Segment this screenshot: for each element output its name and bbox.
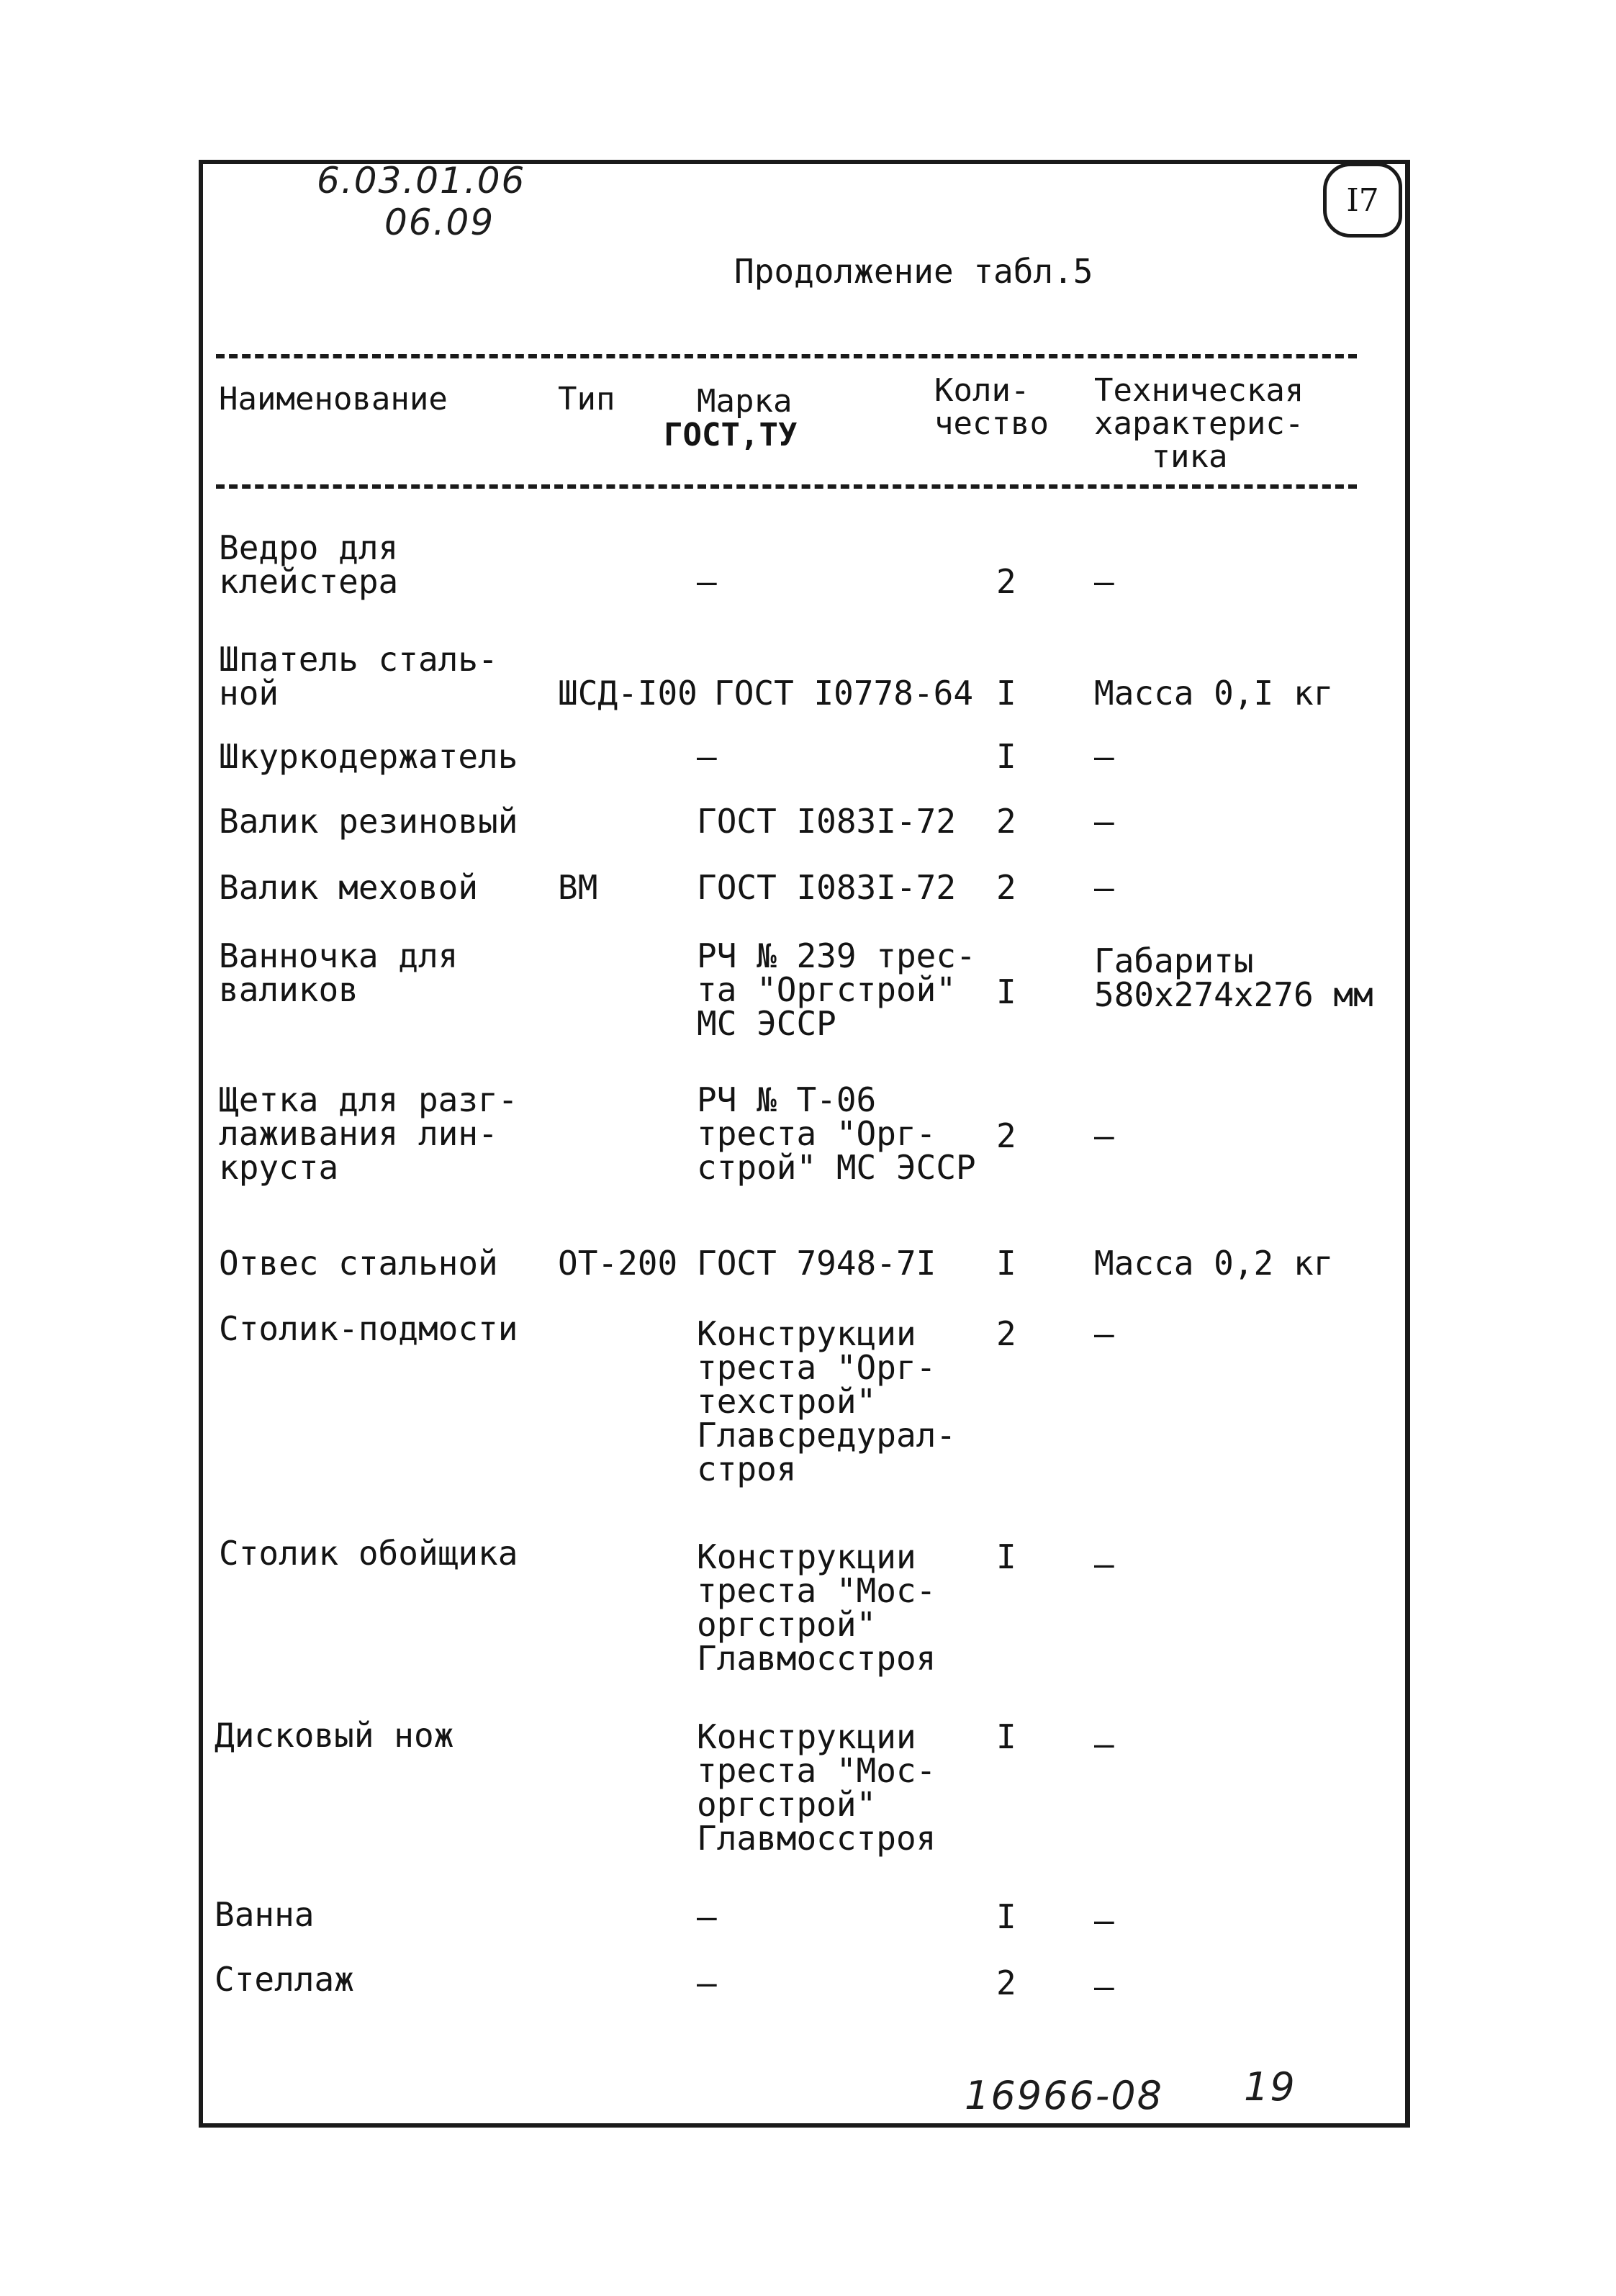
row-tech: – — [1094, 562, 1114, 601]
row-qty: I — [996, 972, 1016, 1011]
row-mark: – — [697, 1963, 717, 2002]
row-qty: 2 — [996, 802, 1016, 841]
header-type: Тип — [558, 381, 615, 417]
row-mark: РЧ № Т-06 треста "Орг- строй" МС ЭССР — [697, 1080, 976, 1187]
row-name: Валик резиновый — [219, 802, 518, 841]
row-qty: 2 — [996, 868, 1016, 907]
row-tech: Масса 0,2 кг — [1094, 1244, 1334, 1283]
row-mark: Конструкции треста "Мос- оргстрой" Главмосстроя — [697, 1717, 936, 1858]
page-number: I7 — [1346, 181, 1379, 219]
row-mark: ГОСТ 7948-7I — [697, 1244, 936, 1283]
row-qty: I — [996, 1897, 1016, 1936]
row-tech: – — [1094, 1901, 1114, 1940]
header-bottom-rule — [216, 484, 1357, 489]
row-tech: – — [1094, 1314, 1114, 1353]
row-name: Отвес стальной — [219, 1244, 498, 1283]
row-name: Шкуркодержатель — [219, 737, 518, 776]
row-name: Шпатель сталь- ной — [219, 640, 498, 713]
row-mark: – — [697, 562, 717, 601]
header-name: Наименование — [219, 381, 448, 417]
row-name: Ведро для клейстера — [219, 528, 399, 601]
row-qty: I — [996, 1244, 1016, 1283]
header-mark-gost: ГОСТ,ТУ — [664, 417, 798, 453]
row-tech: Габариты 580х274х276 мм — [1094, 941, 1373, 1014]
row-mark: ГОСТ I0778-64 — [714, 674, 974, 713]
row-qty: I — [996, 1717, 1016, 1756]
row-tech: – — [1094, 868, 1114, 907]
page-number-box — [1323, 163, 1402, 238]
header-top-rule — [216, 354, 1357, 358]
row-qty: 2 — [996, 1963, 1016, 2002]
row-tech: Масса 0,I кг — [1094, 674, 1334, 713]
row-mark: РЧ № 239 трес- та "Оргстрой" МС ЭССР — [697, 936, 976, 1043]
row-name: Щетка для разг- лаживания лин- круста — [219, 1080, 518, 1187]
row-qty: I — [996, 737, 1016, 776]
row-tech: – — [1094, 737, 1114, 776]
doc-code-1: 6.03.01.06 — [317, 160, 526, 202]
footer-code: 16966-08 — [965, 2073, 1163, 2118]
row-name: Столик обойщика — [219, 1534, 518, 1573]
row-mark: – — [697, 1897, 717, 1936]
row-name: Стеллаж — [215, 1960, 354, 1999]
row-qty: I — [996, 674, 1016, 713]
row-mark: ГОСТ I083I-72 — [697, 868, 957, 907]
row-name: Валик меховой — [219, 868, 479, 907]
row-mark: ГОСТ I083I-72 — [697, 802, 957, 841]
row-name: Ванна — [215, 1895, 315, 1934]
row-name: Ванночка для валиков — [219, 936, 459, 1009]
table-caption: Продолжение табл.5 — [734, 252, 1093, 291]
row-tech: – — [1094, 1116, 1114, 1155]
row-name: Дисковый нож — [215, 1716, 454, 1755]
header-tech: Техническая характерис- тика — [1094, 372, 1304, 475]
row-tech: – — [1094, 1545, 1114, 1583]
row-tech: – — [1094, 1967, 1114, 2006]
row-name: Столик-подмости — [219, 1309, 518, 1348]
header-qty: Коли- чество — [934, 372, 1049, 442]
row-type: ВМ — [558, 868, 598, 907]
row-mark: – — [697, 737, 717, 776]
row-qty: 2 — [996, 1314, 1016, 1353]
row-tech: – — [1094, 1725, 1114, 1763]
row-mark: Конструкции треста "Мос- оргстрой" Главмосстроя — [697, 1537, 936, 1678]
footer-sheet: 19 — [1244, 2064, 1296, 2110]
row-type: ОТ-200 — [558, 1244, 678, 1283]
row-qty: I — [996, 1537, 1016, 1576]
header-mark: Марка — [697, 383, 793, 420]
doc-code-2: 06.09 — [384, 202, 495, 243]
row-type: ШСД-I00 — [558, 674, 698, 713]
row-tech: – — [1094, 802, 1114, 841]
row-qty: 2 — [996, 562, 1016, 601]
row-mark: Конструкции треста "Орг- техстрой" Главсредурал- строя — [697, 1314, 957, 1488]
row-qty: 2 — [996, 1116, 1016, 1155]
